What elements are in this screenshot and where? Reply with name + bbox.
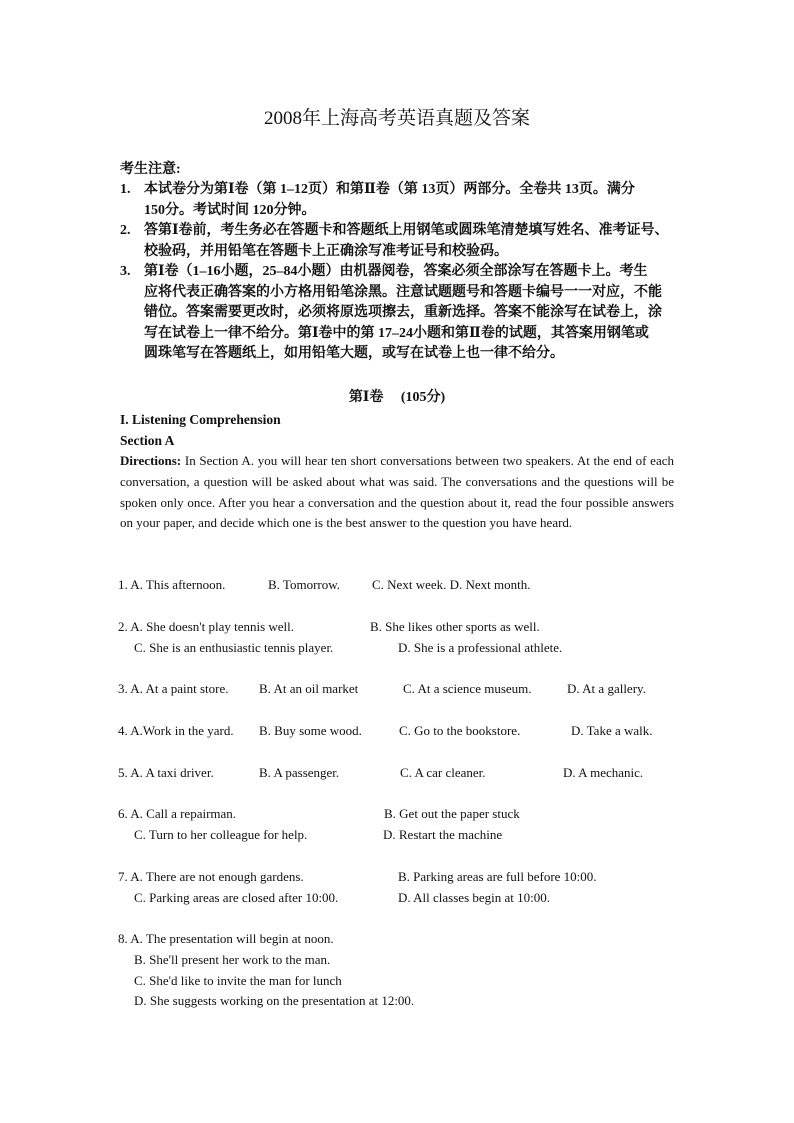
question-option: C. She is an enthusiastic tennis player. xyxy=(134,639,334,655)
notice-item-line: 圆珠笔写在答题纸上，如用铅笔大题，或写在试卷上也一律不给分。 xyxy=(144,346,564,361)
question-option: B. Tomorrow. xyxy=(268,577,341,592)
question-option: D. She suggests working on the presentation at 12:00. xyxy=(134,993,415,1009)
question-option: D. At a gallery. xyxy=(567,681,646,696)
question-option: B. Parking areas are full before 10:00. xyxy=(398,869,597,884)
question-option: C. She'd like to invite the man for lunch xyxy=(134,972,342,988)
question-option: C. At a science museum. xyxy=(403,681,532,696)
notice-item-line: 150分。考试时间 120分钟。 xyxy=(144,202,316,218)
notice-list xyxy=(120,180,680,365)
notice-heading: 考生注意: xyxy=(120,162,181,177)
notice-item-line: 应将代表正确答案的小方格用铅笔涂黑。注意试题题号和答题卡编号一一对应，不能 xyxy=(144,284,662,300)
question-option: 8. A. The presentation will begin at noon. xyxy=(118,931,334,946)
notice-item-number: 3. xyxy=(120,264,131,279)
question-option: 7. A. There are not enough gardens. xyxy=(118,869,304,884)
question-option: B. A passenger. xyxy=(259,765,340,780)
question-option: D. All classes begin at 10:00. xyxy=(398,889,551,905)
section-title: Section A xyxy=(120,433,175,448)
notice-item-line: 写在试卷上一律不给分。第Ⅰ卷中的第 17–24小题和第Ⅱ卷的试题，其答案用钢笔或 xyxy=(144,325,649,341)
question-option: B. She likes other sports as well. xyxy=(370,619,540,634)
notice-item-line: 第Ⅰ卷（1–16小题，25–84小题）由机器阅卷，答案必须全部涂写在答题卡上。考生 xyxy=(144,264,648,279)
question-option: 6. A. Call a repairman. xyxy=(118,806,237,821)
notice-item-number: 1. xyxy=(120,182,131,197)
notice-item-line: 答第Ⅰ卷前，考生务必在答题卡和答题纸上用钢笔或圆珠笔清楚填写姓名、准考证号、 xyxy=(144,223,669,238)
question-option: B. Buy some wood. xyxy=(259,723,362,738)
question-option: D. Take a walk. xyxy=(571,723,653,738)
question-option: B. At an oil market xyxy=(259,681,359,696)
directions-label: Directions: xyxy=(120,453,182,468)
volume-title: 第Ⅰ卷 (105分) xyxy=(348,390,446,405)
notice-item xyxy=(120,262,680,365)
question-option: 4. A.Work in the yard. xyxy=(118,723,234,738)
question-option: B. She'll present her work to the man. xyxy=(134,951,331,967)
question-option: B. Get out the paper stuck xyxy=(384,806,520,821)
question-option: D. She is a professional athlete. xyxy=(398,639,563,655)
directions-paragraph xyxy=(120,451,674,534)
page-title: 2008年上海高考英语真题及答案 xyxy=(263,108,530,129)
question-option: C. Parking areas are closed after 10:00. xyxy=(134,889,339,905)
question-option: D. Restart the machine xyxy=(383,826,503,842)
question-option: 2. A. She doesn't play tennis well. xyxy=(118,619,295,634)
question-option: 3. A. At a paint store. xyxy=(118,681,229,696)
notice-item-line: 校验码，并用铅笔在答题卡上正确涂写准考证号和校验码。 xyxy=(144,243,508,259)
notice-item-line: 错位。答案需要更改时，必须将原选项擦去，重新选择。答案不能涂写在试卷上，涂 xyxy=(144,305,662,320)
question-option: C. Next week. D. Next month. xyxy=(372,577,531,592)
notice-item xyxy=(120,221,680,262)
question-option: 5. A. A taxi driver. xyxy=(118,765,214,780)
question-option: C. Turn to her colleague for help. xyxy=(134,826,308,842)
question-option: 1. A. This afternoon. xyxy=(118,577,226,592)
question-option: D. A mechanic. xyxy=(563,765,644,780)
directions-text: In Section A. you will hear ten short conversations between two speakers. At the end of each conversation, a question will be asked about what was said. The conversations and the questions will be spoken only once. After you hear a conversation and the question about it, read the four possible answers on your paper, and decide which one is the best answer to the question you have heard. xyxy=(120,453,674,531)
notice-item-number: 2. xyxy=(120,223,131,238)
notice-item-line: 本试卷分为第Ⅰ卷（第 1–12页）和第Ⅱ卷（第 13页）两部分。全卷共 13页。满分 xyxy=(144,182,635,197)
notice-item xyxy=(120,180,680,221)
part-title: I. Listening Comprehension xyxy=(120,412,281,427)
question-option: C. A car cleaner. xyxy=(400,765,486,780)
question-option: C. Go to the bookstore. xyxy=(399,723,521,738)
